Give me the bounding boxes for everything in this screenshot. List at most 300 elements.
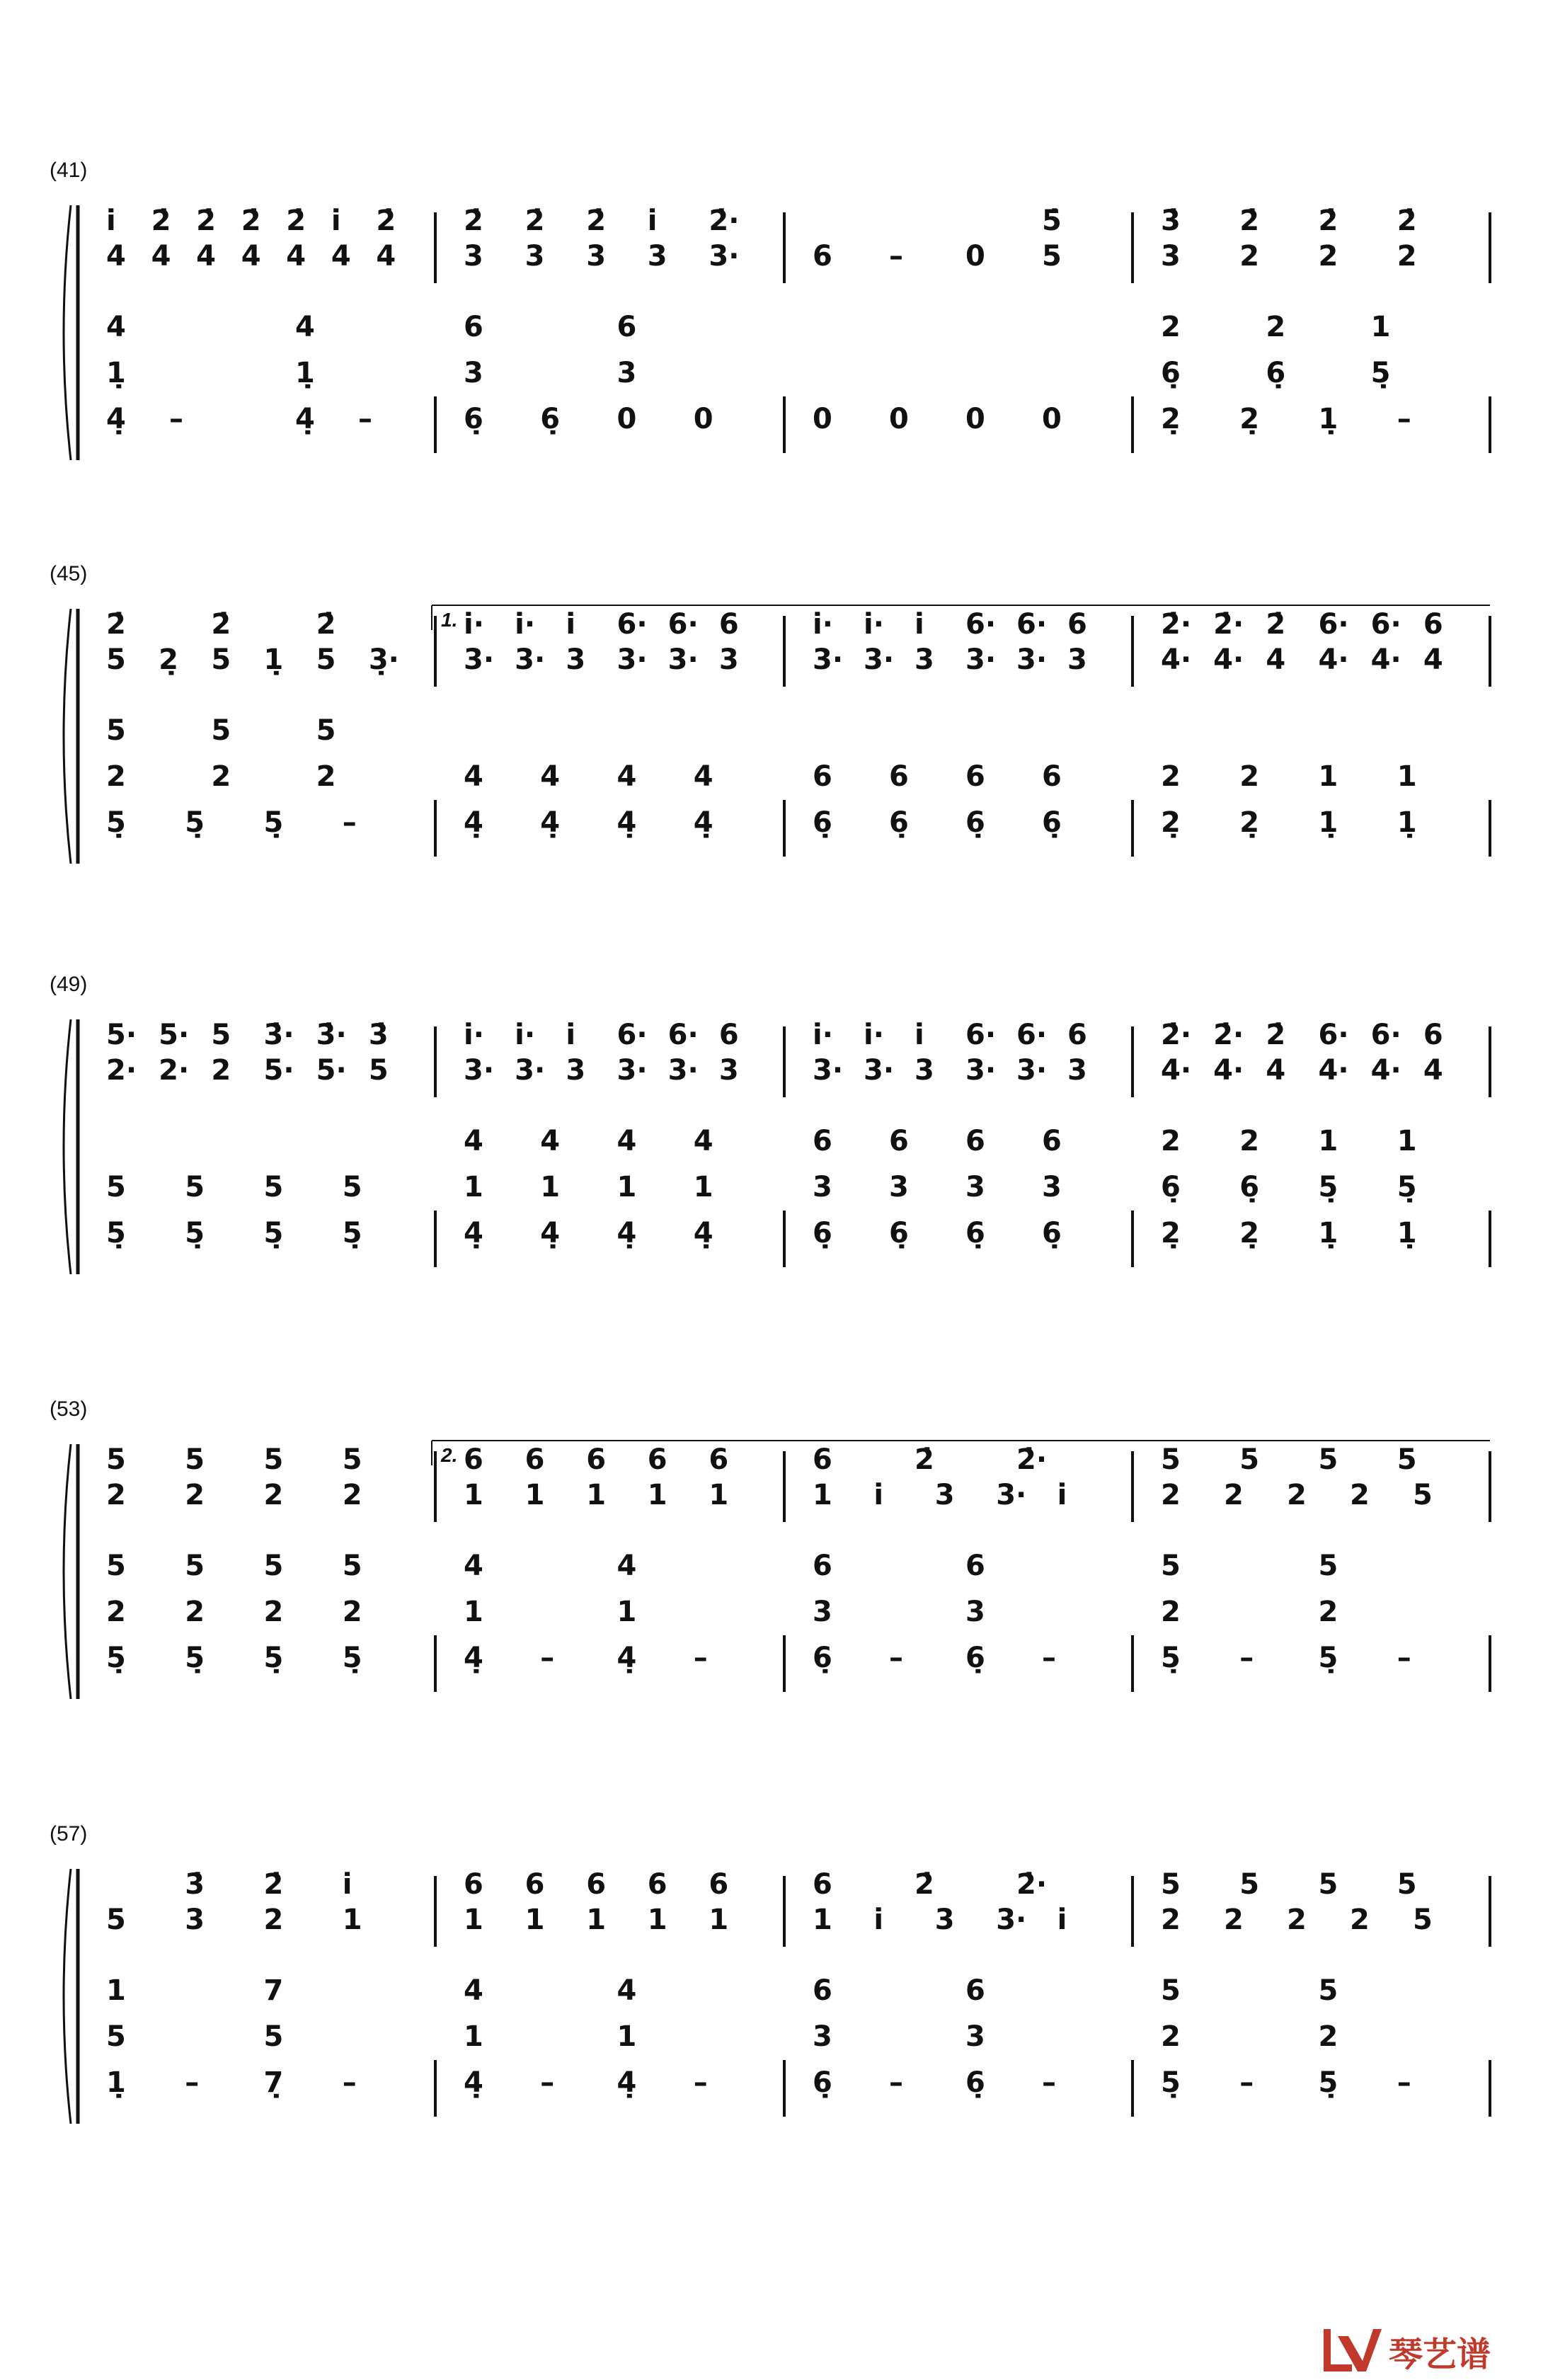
note: 6	[586, 1443, 607, 1476]
note: 0	[693, 403, 713, 435]
note: 3·	[667, 1054, 699, 1087]
note: 1	[1397, 1125, 1417, 1157]
note: 5	[1318, 1443, 1338, 1476]
note: 5	[106, 1443, 126, 1476]
measure	[1161, 205, 1417, 435]
note: 5	[1161, 1974, 1181, 2007]
note: 4̣	[106, 403, 126, 435]
note: 5	[106, 1171, 126, 1203]
note: 6	[965, 760, 985, 793]
note: 3·	[813, 643, 844, 676]
note: 3	[813, 1596, 832, 1628]
note: 2	[1161, 1904, 1181, 1936]
note: 6̣	[1161, 1171, 1181, 1203]
measure	[464, 608, 739, 839]
note: 6̣	[965, 2066, 985, 2099]
note: 2	[1161, 1479, 1181, 1511]
note: 2̇·	[1213, 608, 1244, 641]
system-brace	[64, 205, 71, 460]
note: –	[693, 2066, 708, 2099]
system	[50, 973, 1490, 1274]
note: 2	[263, 1479, 284, 1511]
note: 1̣	[263, 643, 284, 676]
note: 6·	[1370, 608, 1401, 641]
note: 6	[464, 1868, 483, 1901]
note: 6	[1042, 760, 1062, 793]
note: 3·	[709, 240, 740, 273]
note: 5	[1397, 1443, 1417, 1476]
note: 2	[1224, 1479, 1244, 1511]
note: 3·	[1016, 643, 1048, 676]
note: 1̣	[1318, 1217, 1338, 1249]
note: 1	[524, 1904, 545, 1936]
note: 4·	[1370, 643, 1401, 676]
system-brace	[64, 1444, 71, 1699]
note: 4	[376, 240, 396, 273]
note: 4·	[1370, 1054, 1401, 1087]
note: 5	[185, 1443, 205, 1476]
note: 6	[718, 1019, 739, 1051]
note: 2̇·	[1016, 1868, 1048, 1901]
note: 2	[185, 1596, 205, 1628]
note: 6̣	[965, 806, 985, 839]
note: i̇·	[515, 608, 536, 641]
note: 6	[813, 1868, 832, 1901]
volta-label: 2.	[441, 1444, 458, 1466]
note: 3·	[996, 1904, 1027, 1936]
note: 4̣	[540, 806, 561, 839]
note: 3	[718, 643, 739, 676]
note: 3·	[1016, 1054, 1048, 1087]
note: 5	[1318, 1974, 1338, 2007]
note: i̇	[106, 205, 116, 237]
note: –	[1397, 2066, 1411, 2099]
note: 5	[263, 1171, 284, 1203]
note: 2	[211, 1054, 231, 1087]
note: 5	[1318, 1550, 1338, 1582]
note: 3	[965, 1596, 985, 1628]
system-brace	[64, 609, 71, 864]
note: 5̣	[342, 1217, 362, 1249]
note: –	[358, 403, 372, 435]
note: 2	[1287, 1904, 1307, 1936]
note: 5	[211, 643, 231, 676]
measure	[464, 1019, 739, 1249]
note: 3·	[515, 643, 546, 676]
note: 3·	[813, 1054, 844, 1087]
note: 5̣	[106, 1217, 126, 1249]
note: 5·	[106, 1019, 137, 1051]
note: 3·	[464, 1054, 495, 1087]
note: 6	[464, 1443, 483, 1476]
note: 0	[889, 403, 909, 435]
note: i̇	[873, 1479, 884, 1511]
measure	[813, 608, 1087, 839]
measure	[1161, 1443, 1433, 1674]
note: 3·	[515, 1054, 546, 1087]
note: 2̇	[464, 205, 483, 237]
note: 3	[185, 1904, 205, 1936]
note: 5̣	[1161, 1642, 1181, 1674]
note: 3	[934, 1904, 955, 1936]
note: 5̣	[1161, 2066, 1181, 2099]
note: 5	[1161, 1868, 1181, 1901]
note: i̇	[915, 608, 924, 641]
note: 6̣	[1239, 1171, 1260, 1203]
note: 4	[196, 240, 216, 273]
note: 2̇	[586, 205, 607, 237]
note: 4	[241, 240, 261, 273]
note: 2	[185, 1479, 205, 1511]
note: 1̣	[1318, 806, 1338, 839]
note: 2	[1239, 240, 1260, 273]
system-brace	[64, 1869, 71, 2124]
note: 6̣	[1042, 1217, 1062, 1249]
note: 2	[1350, 1904, 1370, 1936]
note: 0	[813, 403, 832, 435]
note: 6	[965, 1550, 985, 1582]
measure	[464, 1443, 728, 1674]
note: 5	[1413, 1904, 1433, 1936]
measure	[106, 205, 396, 435]
note: 4·	[1318, 1054, 1349, 1087]
note: 2̇	[211, 608, 231, 641]
systems-layer	[50, 159, 1490, 2124]
note: 4	[151, 240, 171, 273]
note: 2	[1161, 2020, 1181, 2053]
measure-number: (53)	[50, 1397, 88, 1421]
note: 2̇	[915, 1443, 934, 1476]
note: –	[1042, 2066, 1056, 2099]
note: 2̇	[316, 608, 336, 641]
note: 5	[1161, 1550, 1181, 1582]
note: 4	[617, 1974, 637, 2007]
note: 3̇	[1161, 205, 1181, 237]
note: 4	[331, 240, 351, 273]
note: 0	[965, 240, 985, 273]
note: i̇·	[515, 1019, 536, 1051]
note: 4	[1266, 643, 1286, 676]
note: 2	[1318, 2020, 1338, 2053]
note: 1	[1370, 311, 1391, 343]
note: 4̣	[540, 1217, 561, 1249]
note: 3	[813, 2020, 832, 2053]
note: 4	[106, 311, 126, 343]
note: 6	[889, 760, 909, 793]
note: 4̣	[464, 2066, 483, 2099]
logo-mark-icon	[1324, 2329, 1382, 2372]
note: 5	[1397, 1868, 1417, 1901]
note: 6̣	[965, 1217, 985, 1249]
note: 1	[464, 1171, 483, 1203]
note: 5	[368, 1054, 389, 1087]
note: –	[1042, 1642, 1056, 1674]
note: i̇·	[464, 608, 484, 641]
note: 5̣	[106, 1642, 126, 1674]
note: 1	[586, 1479, 607, 1511]
note: 5̣	[263, 806, 284, 839]
note: i̇·	[864, 1019, 884, 1051]
note: 1	[617, 2020, 637, 2053]
note: 5	[106, 1904, 126, 1936]
note: 3·	[464, 643, 495, 676]
note: 2̇·	[709, 205, 740, 237]
note: 1	[586, 1904, 607, 1936]
note: 2	[1266, 311, 1286, 343]
note: 2	[1287, 1479, 1307, 1511]
note: 6̣	[813, 806, 832, 839]
system-brace	[64, 1019, 71, 1274]
note: 3	[464, 357, 483, 389]
note: 4	[464, 1974, 483, 2007]
note: 5	[106, 714, 126, 747]
measure-number: (57)	[50, 1822, 88, 1846]
note: 6·	[1318, 608, 1349, 641]
note: 0	[965, 403, 985, 435]
note: 5	[316, 643, 336, 676]
note: 2	[1397, 240, 1417, 273]
note: 0	[617, 403, 637, 435]
measure	[106, 1868, 362, 2099]
note: 1	[464, 1596, 483, 1628]
note: 1	[709, 1904, 729, 1936]
measure-number: (41)	[50, 159, 88, 182]
note: –	[1239, 1642, 1254, 1674]
note: 4	[540, 1125, 561, 1157]
measure	[813, 1443, 1067, 1674]
note: i̇	[1057, 1479, 1067, 1511]
note: 3·	[864, 643, 895, 676]
measure	[106, 1019, 389, 1249]
note: 3̣·	[368, 643, 399, 676]
note: 2̣	[1161, 1217, 1181, 1249]
system	[50, 159, 1490, 460]
note: 6	[813, 240, 832, 273]
note: 3	[965, 2020, 985, 2053]
note: 2·	[159, 1054, 190, 1087]
note: 1	[647, 1904, 667, 1936]
system	[50, 562, 1490, 864]
note: 2̇	[1239, 205, 1260, 237]
note: 6̣	[540, 403, 561, 435]
note: 6·	[965, 1019, 997, 1051]
note: 1̣	[1397, 806, 1417, 839]
note: 6̣	[965, 1642, 985, 1674]
note: 1	[647, 1479, 667, 1511]
note: 4	[617, 760, 637, 793]
note: 3	[524, 240, 545, 273]
note: 2	[106, 1479, 126, 1511]
note: 4	[693, 1125, 713, 1157]
note: –	[540, 1642, 555, 1674]
note: 2̇·	[1016, 1443, 1048, 1476]
note: 4̣	[464, 806, 483, 839]
note: 1	[693, 1171, 713, 1203]
note: –	[1239, 2066, 1254, 2099]
note: 6·	[617, 1019, 648, 1051]
note: 4̣	[464, 1217, 483, 1249]
note: 3	[566, 643, 586, 676]
note: 1̣	[106, 2066, 126, 2099]
note: 1	[342, 1904, 362, 1936]
note: 6	[813, 1125, 832, 1157]
note: 6	[709, 1868, 729, 1901]
note: 5̣	[185, 1642, 205, 1674]
note: 2	[1239, 760, 1260, 793]
note: 1	[709, 1479, 729, 1511]
measure	[813, 205, 1062, 435]
note: 3̇	[368, 1019, 389, 1051]
note: 2̣	[1161, 403, 1181, 435]
note: 1	[1318, 1125, 1338, 1157]
note: 3	[1042, 1171, 1062, 1203]
system	[50, 1822, 1490, 2124]
note: 6	[524, 1443, 545, 1476]
note: 6·	[1370, 1019, 1401, 1051]
note: 6	[464, 311, 483, 343]
note: 1	[1397, 760, 1417, 793]
note: 3·	[667, 643, 699, 676]
note: i̇	[342, 1868, 352, 1901]
note: 6	[965, 1125, 985, 1157]
note: 1̣	[1397, 1217, 1417, 1249]
note: 4	[540, 760, 561, 793]
note: i̇·	[813, 608, 833, 641]
note: 3̇·	[263, 1019, 294, 1051]
note: 6·	[617, 608, 648, 641]
note: 1	[524, 1479, 545, 1511]
note: 4	[464, 1125, 483, 1157]
note: 5̣	[106, 806, 126, 839]
note: 3·	[996, 1479, 1027, 1511]
note: –	[889, 2066, 903, 2099]
note: 4	[693, 760, 713, 793]
note: 6·	[667, 608, 699, 641]
note: 6·	[965, 608, 997, 641]
note: 5	[263, 1443, 284, 1476]
note: 1	[464, 2020, 483, 2053]
note: 6	[718, 608, 739, 641]
measure	[813, 1019, 1087, 1249]
note: 5	[316, 714, 336, 747]
note: 5·	[316, 1054, 347, 1087]
note: 3·	[864, 1054, 895, 1087]
note: 2	[263, 1596, 284, 1628]
note: 2	[316, 760, 336, 793]
note: 6̣	[813, 1217, 832, 1249]
note: 2̇	[151, 205, 171, 237]
note: 6̣	[889, 1217, 909, 1249]
note: 6	[647, 1868, 667, 1901]
note: 5	[263, 2020, 284, 2053]
note: 3	[1161, 240, 1181, 273]
note: 2	[1161, 311, 1181, 343]
note: 1	[617, 1596, 637, 1628]
measure-number: (49)	[50, 973, 88, 996]
note: 6̣	[813, 1642, 832, 1674]
note: 3·	[965, 643, 997, 676]
note: 3	[647, 240, 667, 273]
note: –	[342, 806, 357, 839]
note: i̇	[647, 205, 658, 237]
note: 4	[1423, 1054, 1443, 1087]
note: 2̇	[1397, 205, 1417, 237]
note: 2	[342, 1596, 362, 1628]
note: 5̇	[1042, 205, 1062, 237]
note: 2	[1318, 1596, 1338, 1628]
note: 6·	[1016, 608, 1048, 641]
note: –	[169, 403, 183, 435]
brand-logo	[1324, 2329, 1491, 2374]
note: 2̣	[1239, 806, 1260, 839]
note: 5·	[159, 1019, 190, 1051]
note: 3	[566, 1054, 586, 1087]
note: 1	[617, 1171, 637, 1203]
note: 5̣	[1397, 1171, 1417, 1203]
note: –	[889, 240, 903, 273]
note: 4	[464, 1550, 483, 1582]
note: 2	[1161, 1125, 1181, 1157]
note: 2̇	[196, 205, 216, 237]
note: i̇·	[864, 608, 884, 641]
note: 6	[813, 1443, 832, 1476]
note: 4·	[1161, 1054, 1192, 1087]
note: 6̣	[889, 806, 909, 839]
measure	[1161, 608, 1443, 839]
note: 6·	[1318, 1019, 1349, 1051]
note: 6·	[1016, 1019, 1048, 1051]
note: 6̣	[464, 403, 483, 435]
note: 4̣	[295, 403, 315, 435]
note: –	[889, 1642, 903, 1674]
note: –	[1397, 1642, 1411, 1674]
note: 6	[813, 760, 832, 793]
measure	[1161, 1019, 1443, 1249]
note: 2̇	[915, 1868, 934, 1901]
note: –	[342, 2066, 357, 2099]
note: 5	[106, 643, 126, 676]
note: 2	[106, 760, 126, 793]
note: 2	[1161, 760, 1181, 793]
note: 3̇	[185, 1868, 205, 1901]
note: 6·	[667, 1019, 699, 1051]
note: 2̇·	[1161, 1019, 1192, 1051]
note: i̇	[915, 1019, 924, 1051]
note: 3·	[965, 1054, 997, 1087]
note: 5̣	[342, 1642, 362, 1674]
note: 6	[647, 1443, 667, 1476]
note: 4̣	[693, 806, 713, 839]
measure	[813, 1868, 1067, 2099]
measure	[464, 205, 739, 435]
note: 5	[185, 1171, 205, 1203]
note: i̇	[566, 1019, 576, 1051]
note: –	[693, 1642, 708, 1674]
note: 2	[1318, 240, 1338, 273]
note: 2̇	[1318, 205, 1338, 237]
note: 6	[1423, 1019, 1443, 1051]
note: 3	[813, 1171, 832, 1203]
note: 2̇	[241, 205, 261, 237]
note: 5	[1239, 1443, 1260, 1476]
note: 4̣	[617, 2066, 637, 2099]
note: 3̇·	[316, 1019, 347, 1051]
logo-text: 琴艺谱	[1389, 2335, 1491, 2374]
note: 6	[1423, 608, 1443, 641]
note: 2	[106, 1596, 126, 1628]
note: 2̇	[524, 205, 545, 237]
note: i̇	[1057, 1904, 1067, 1936]
